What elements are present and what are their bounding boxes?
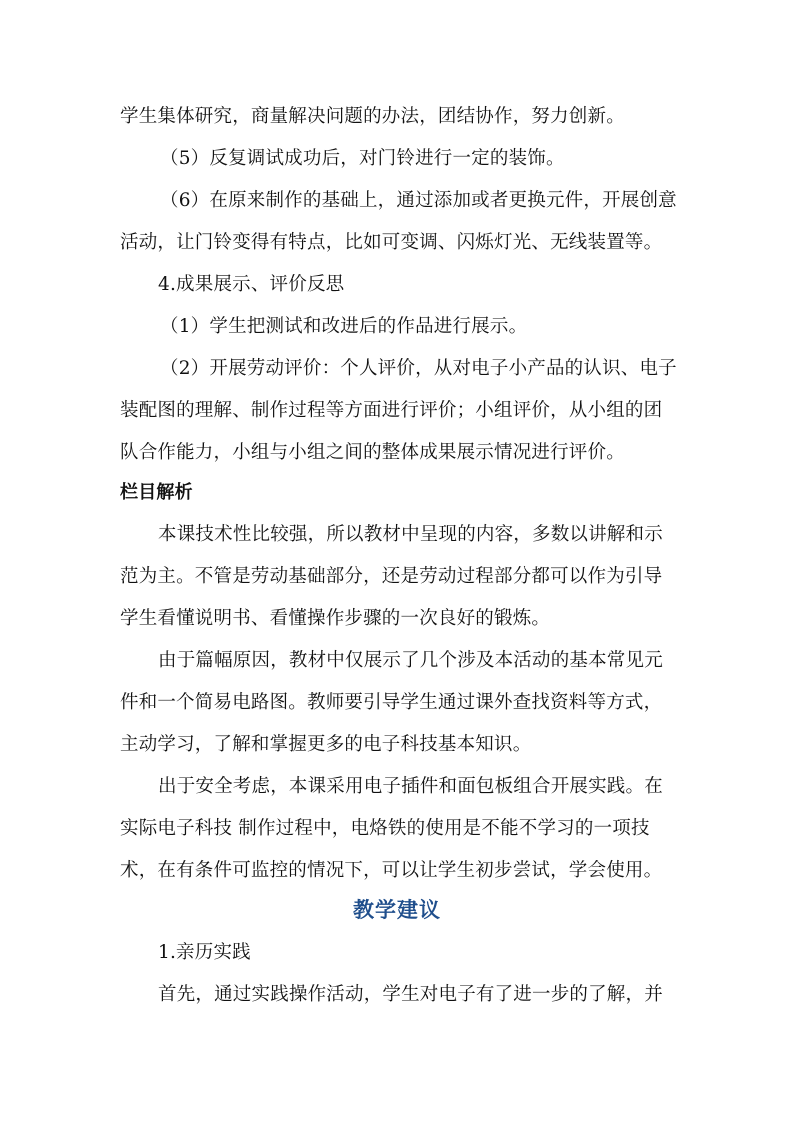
paragraph-line: 范为主。不管是劳动基础部分，还是劳动过程部分都可以作为引导 — [120, 566, 663, 587]
paragraph-line: 术，在有条件可监控的情况下，可以让学生初步尝试，学会使用。 — [120, 860, 663, 881]
paragraph-line: （2）开展劳动评价：个人评价，从对电子小产品的认识、电子 — [160, 358, 677, 379]
paragraph-line: 主动学习，了解和掌握更多的电子科技基本知识。 — [120, 734, 532, 755]
paragraph-line: 活动，让门铃变得有特点，比如可变调、闪烁灯光、无线装置等。 — [120, 232, 663, 253]
paragraph-line: 由于篇幅原因，教材中仅展示了几个涉及本活动的基本常见元 — [158, 650, 663, 671]
subheading-line: 4.成果展示、评价反思 — [158, 274, 345, 295]
paragraph-line: 学生看懂说明书、看懂操作步骤的一次良好的锻炼。 — [120, 608, 551, 629]
paragraph-line: 件和一个简易电路图。教师要引导学生通过课外查找资料等方式， — [120, 692, 663, 713]
paragraph-line: （6）在原来制作的基础上，通过添加或者更换元件，开展创意 — [160, 190, 677, 211]
paragraph-line: 学生集体研究，商量解决问题的办法，团结协作，努力创新。 — [120, 106, 625, 127]
paragraph-line: 队合作能力，小组与小组之间的整体成果展示情况进行评价。 — [120, 442, 625, 463]
section-heading-lanmu: 栏目解析 — [120, 482, 193, 503]
paragraph-line: （1）学生把测试和改进后的作品进行展示。 — [160, 316, 528, 337]
paragraph-line: 实际电子科技 制作过程中，电烙铁的使用是不能不学习的一项技 — [120, 818, 650, 839]
subheading-line: 1.亲历实践 — [158, 942, 251, 963]
paragraph-line: 装配图的理解、制作过程等方面进行评价；小组评价，从小组的团 — [120, 400, 663, 421]
paragraph-line: （5）反复调试成功后，对门铃进行一定的装饰。 — [160, 148, 565, 169]
paragraph-line: 首先，通过实践操作活动，学生对电子有了进一步的了解，并 — [158, 984, 663, 1005]
section-title-teaching-suggestions: 教学建议 — [353, 898, 441, 922]
paragraph-line: 本课技术性比较强，所以教材中呈现的内容，多数以讲解和示 — [158, 524, 663, 545]
paragraph-line: 出于安全考虑，本课采用电子插件和面包板组合开展实践。在 — [158, 776, 663, 797]
